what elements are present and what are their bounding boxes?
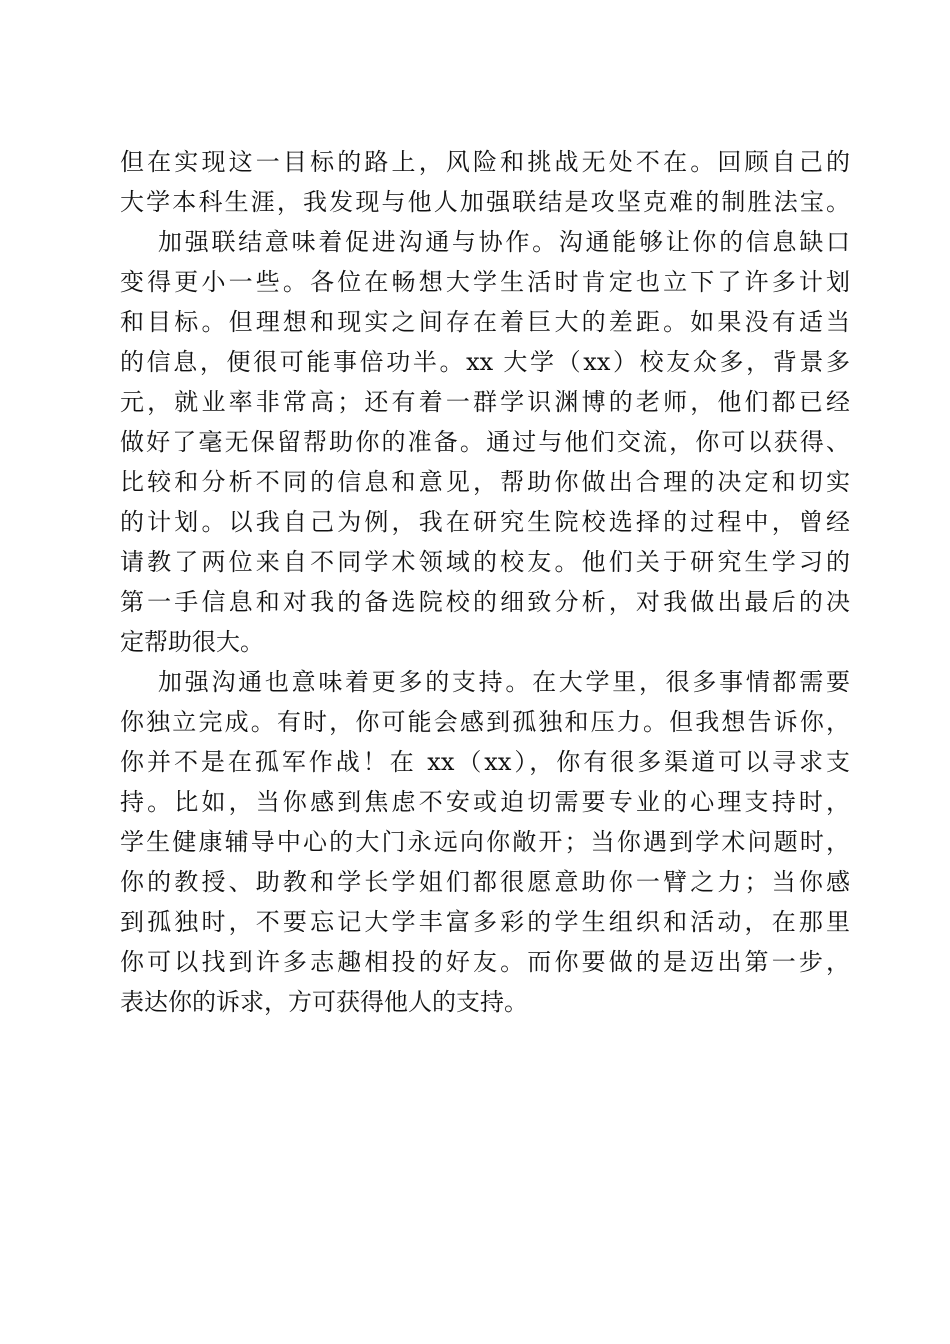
text-line: 和目标。但理想和现实之间存在着巨大的差距。如果没有适当	[120, 308, 850, 336]
text-line: 到孤独时，不要忘记大学丰富多彩的学生组织和活动，在那里	[120, 908, 850, 936]
paragraph-start-line: 加强联结意味着促进沟通与协作。沟通能够让你的信息缺口	[158, 228, 850, 256]
text-line: 第一手信息和对我的备选院校的细致分析，对我做出最后的决	[120, 588, 850, 616]
text-line: 但在实现这一目标的路上，风险和挑战无处不在。回顾自己的	[120, 148, 850, 176]
text-line: 你可以找到许多志趣相投的好友。而你要做的是迈出第一步，	[120, 948, 850, 976]
paragraph-end-line: 表达你的诉求，方可获得他人的支持。	[120, 988, 528, 1016]
text-line: 比较和分析不同的信息和意见，帮助你做出合理的决定和切实	[120, 468, 850, 496]
text-line: 的信息，便很可能事倍功半。xx 大学（xx）校友众多，背景多	[120, 348, 850, 376]
paragraph-end-line: 定帮助很大。	[120, 628, 264, 656]
text-line: 你独立完成。有时，你可能会感到孤独和压力。但我想告诉你，	[120, 708, 850, 736]
text-line: 大学本科生涯，我发现与他人加强联结是攻坚克难的制胜法宝。	[120, 188, 850, 216]
document-body	[120, 142, 850, 1022]
text-line: 持。比如，当你感到焦虑不安或迫切需要专业的心理支持时，	[120, 788, 850, 816]
text-line: 变得更小一些。各位在畅想大学生活时肯定也立下了许多计划	[120, 268, 850, 296]
paragraph-start-line: 加强沟通也意味着更多的支持。在大学里，很多事情都需要	[158, 668, 850, 696]
text-line: 学生健康辅导中心的大门永远向你敞开；当你遇到学术问题时，	[120, 828, 850, 856]
text-line: 的计划。以我自己为例，我在研究生院校选择的过程中，曾经	[120, 508, 850, 536]
text-line: 做好了毫无保留帮助你的准备。通过与他们交流，你可以获得、	[120, 428, 850, 456]
text-line: 你的教授、助教和学长学姐们都很愿意助你一臂之力；当你感	[120, 868, 850, 896]
text-line: 元，就业率非常高；还有着一群学识渊博的老师，他们都已经	[120, 388, 850, 416]
text-line: 请教了两位来自不同学术领域的校友。他们关于研究生学习的	[120, 548, 850, 576]
text-line: 你并不是在孤军作战！在 xx（xx），你有很多渠道可以寻求支	[120, 748, 850, 776]
